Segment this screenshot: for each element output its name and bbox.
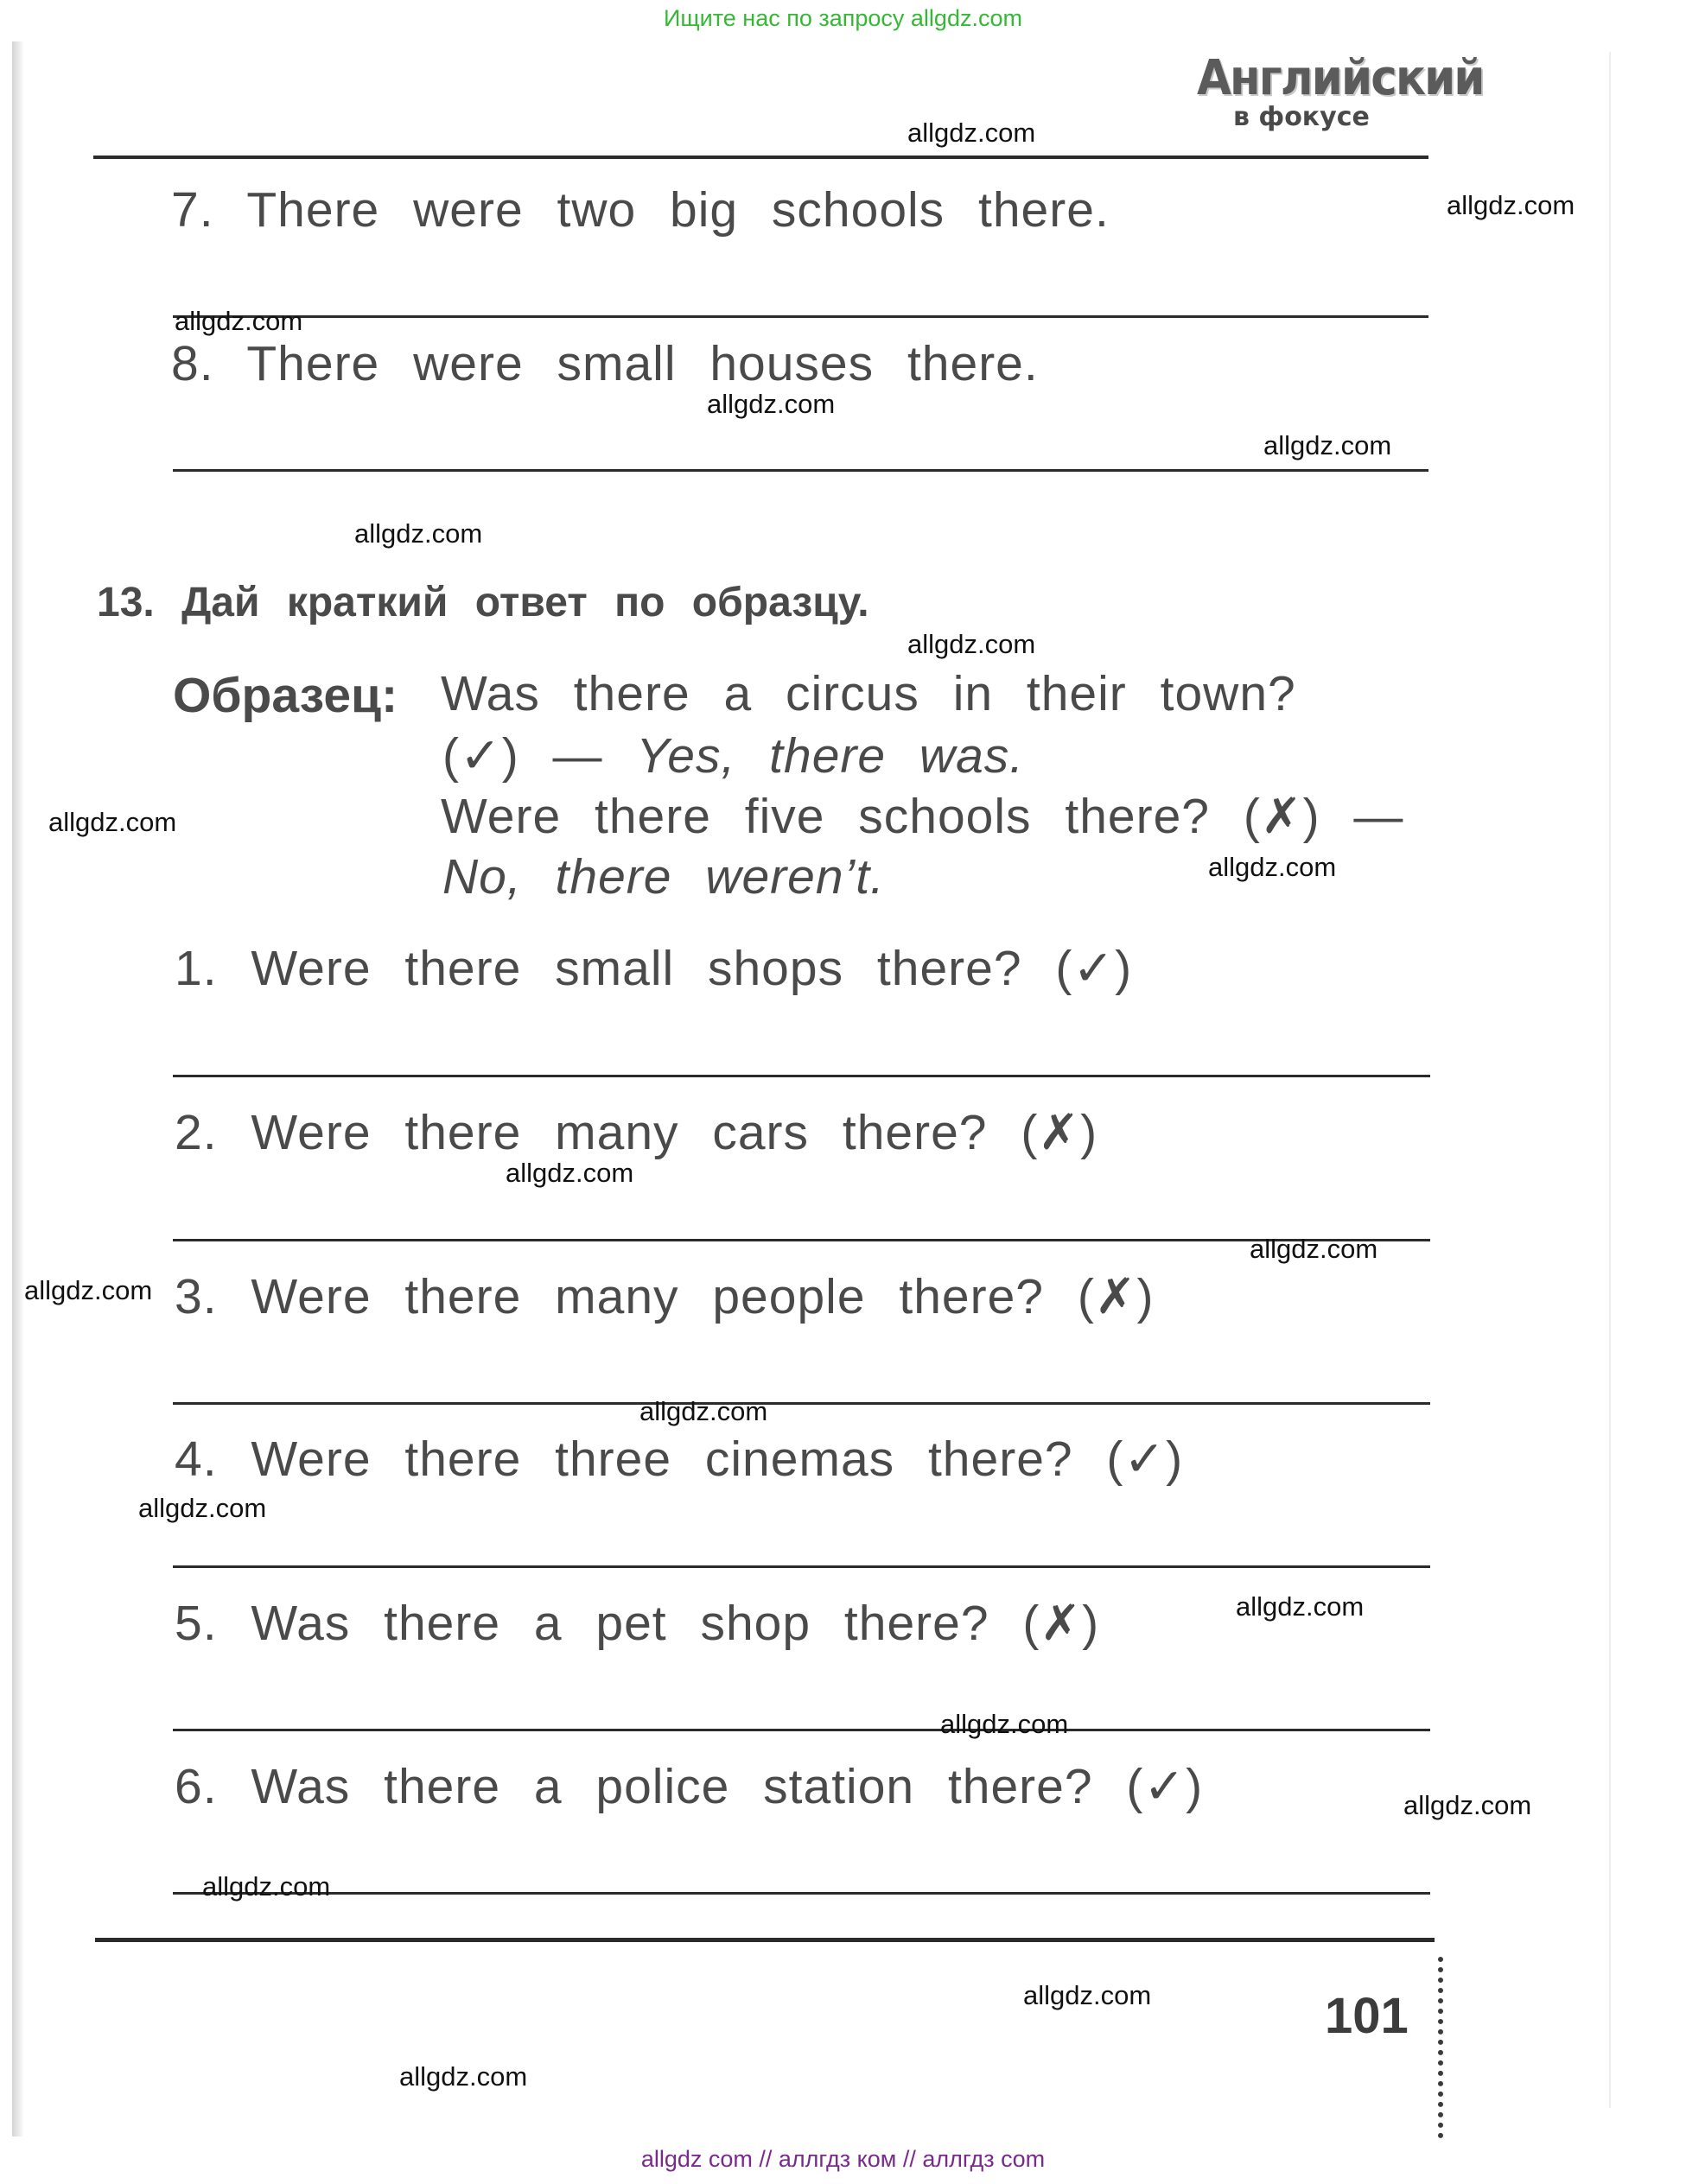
- watermark[interactable]: allgdz.com: [354, 518, 483, 549]
- item-number: 3.: [175, 1269, 218, 1324]
- sample-check-mark: (✓) —: [442, 728, 603, 784]
- watermark[interactable]: allgdz.com: [175, 306, 303, 336]
- item-text: Were there many people there? (✗): [251, 1269, 1155, 1324]
- item-text: Were there small shops there? (✓): [251, 941, 1133, 996]
- item-number: 4.: [175, 1432, 218, 1487]
- answer-line: [173, 1402, 1430, 1405]
- watermark[interactable]: allgdz.com: [506, 1158, 634, 1188]
- page-number: 101: [1325, 1988, 1409, 2044]
- item-number: 5.: [175, 1596, 218, 1651]
- prev-item-7: [171, 181, 1110, 238]
- sample-answer-no: No, there weren’t.: [442, 849, 885, 905]
- watermark[interactable]: allgdz.com: [24, 1275, 153, 1305]
- item-text: Were there many cars there? (✗): [251, 1105, 1098, 1160]
- watermark[interactable]: allgdz.com: [1236, 1591, 1365, 1622]
- task-item-6: [175, 1758, 1203, 1815]
- watermark[interactable]: allgdz.com: [639, 1396, 768, 1426]
- item-text: There were small houses there.: [246, 336, 1039, 391]
- watermark[interactable]: allgdz.com: [48, 807, 177, 837]
- watermark[interactable]: allgdz.com: [399, 2061, 528, 2092]
- series-logo: [1197, 50, 1484, 136]
- header-rule: [93, 156, 1428, 159]
- logo-title: Английский: [1197, 50, 1484, 106]
- watermark[interactable]: allgdz.com: [202, 1871, 331, 1901]
- item-number: 1.: [175, 941, 218, 996]
- page-left-shadow: [12, 41, 24, 2136]
- watermark[interactable]: allgdz.com: [1447, 190, 1575, 220]
- task-instruction: Дай краткий ответ по образцу.: [181, 580, 869, 625]
- answer-line: [173, 1239, 1430, 1241]
- page-right-edge: [1609, 52, 1611, 2108]
- task-item-3: [175, 1268, 1155, 1325]
- task-item-1: [175, 940, 1132, 997]
- logo-subtitle: в фокусе: [1233, 102, 1370, 132]
- sample-answer-yes: Yes, there was.: [636, 728, 1025, 784]
- sample-line-2: [442, 727, 1024, 784]
- watermark[interactable]: allgdz.com: [1403, 1790, 1532, 1820]
- answer-line: [173, 469, 1428, 472]
- task-item-4: [175, 1431, 1183, 1488]
- sample-line-3: Were there five schools there? (✗) —: [441, 789, 1404, 844]
- watermark[interactable]: allgdz.com: [1263, 430, 1392, 460]
- answer-line: [173, 1075, 1430, 1077]
- watermark[interactable]: allgdz.com: [907, 117, 1036, 148]
- task-header: [97, 579, 869, 626]
- answer-line: [173, 315, 1428, 318]
- sample-line-1: Was there a circus in their town?: [441, 666, 1296, 721]
- footer-rule: [95, 1938, 1435, 1942]
- item-text: There were two big schools there.: [246, 182, 1110, 238]
- sample-label: Образец:: [173, 668, 398, 723]
- answer-line: [173, 1565, 1430, 1568]
- watermark[interactable]: allgdz.com: [940, 1709, 1069, 1739]
- watermark[interactable]: allgdz.com: [907, 629, 1036, 659]
- watermark[interactable]: allgdz.com: [1023, 1980, 1152, 2010]
- item-text: Was there a police station there? (✓): [251, 1759, 1204, 1814]
- answer-line: [173, 1729, 1430, 1731]
- prev-item-8: [171, 335, 1039, 392]
- watermark[interactable]: allgdz.com: [1208, 852, 1337, 882]
- watermark[interactable]: allgdz.com: [138, 1493, 267, 1523]
- item-text: Was there a pet shop there? (✗): [251, 1596, 1100, 1651]
- item-number: 8.: [171, 336, 214, 391]
- answer-line: [173, 1892, 1430, 1895]
- watermark[interactable]: allgdz.com: [707, 389, 836, 419]
- page-edge-dots: [1438, 1957, 1445, 2138]
- task-item-5: [175, 1595, 1099, 1652]
- top-banner[interactable]: Ищите нас по запросу allgdz.com: [664, 5, 1022, 31]
- item-text: Were there three cinemas there? (✓): [251, 1432, 1184, 1487]
- task-item-2: [175, 1104, 1097, 1161]
- bottom-banner[interactable]: allgdz com // аллгдз ком // аллгдз com: [640, 2146, 1046, 2172]
- item-number: 7.: [171, 182, 214, 238]
- item-number: 6.: [175, 1759, 218, 1814]
- watermark[interactable]: allgdz.com: [1250, 1234, 1378, 1264]
- task-number: 13.: [97, 580, 155, 625]
- item-number: 2.: [175, 1105, 218, 1160]
